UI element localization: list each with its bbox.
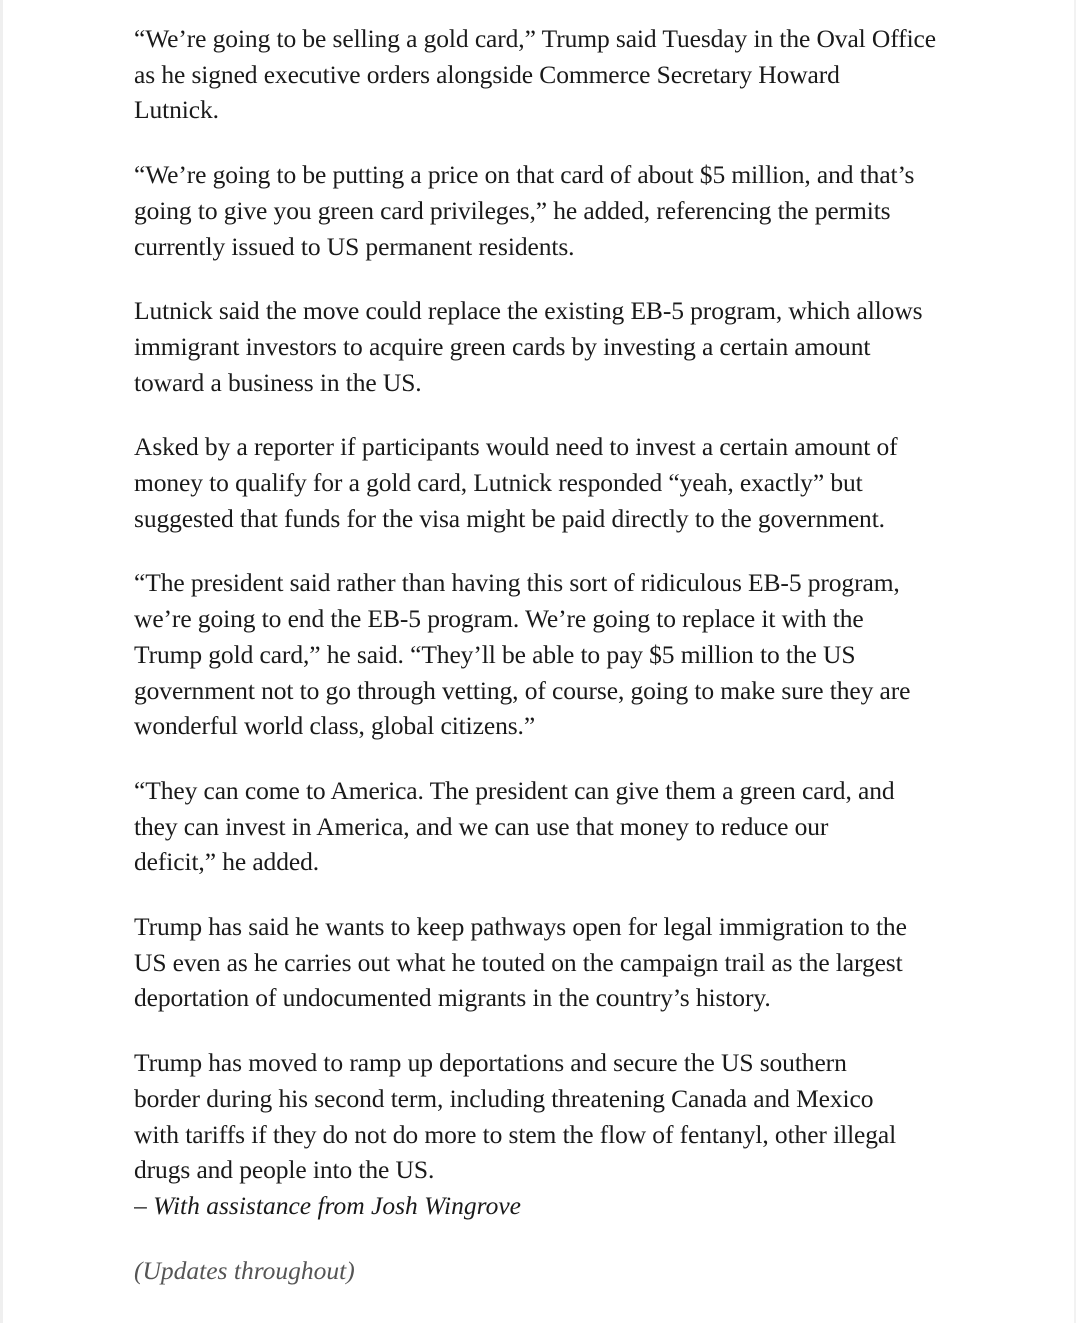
paragraph-line: “The president said rather than having this sort of ridiculous EB-5 program, [134,568,900,598]
paragraph-line: Trump gold card,” he said. “They’ll be able to pay $5 million to the US [134,639,856,669]
paragraph-line: toward a business in the US. [134,367,422,397]
paragraph-line: money to qualify for a gold card, Lutnick responded “yeah, exactly” but [134,468,863,498]
paragraph-line: Asked by a reporter if participants would need to invest a certain amount of [134,432,898,462]
paragraph-line: wonderful world class, global citizens.” [134,711,536,741]
paragraph-line: US even as he carries out what he touted on the campaign trail as the largest [134,947,903,977]
paragraph-line: Trump has said he wants to keep pathways open for legal immigration to the [134,912,907,942]
article-paragraph [134,1045,953,1188]
paragraph-line: Trump has moved to ramp up deportations and secure the US southern [134,1048,847,1078]
article-paragraph [134,21,953,128]
paragraph-line: Lutnick. [134,95,219,125]
paragraph-line: border during his second term, including threatening Canada and Mexico [134,1083,874,1113]
article-paragraph [134,429,953,536]
article-paragraph [134,565,953,744]
article-paragraph [134,157,953,264]
paragraph-line: deficit,” he added. [134,847,320,877]
contributor-attribution: – With assistance from Josh Wingrove [134,1190,521,1220]
paragraph-line: as he signed executive orders alongside Commerce Secretary Howard [134,59,840,89]
paragraph-line: we’re going to end the EB-5 program. We’re going to replace it with the [134,604,864,634]
paragraph-line: “We’re going to be selling a gold card,” Trump said Tuesday in the Oval Office [134,24,936,53]
paragraph-line: going to give you green card privileges,” he added, referencing the permits [134,195,891,225]
paragraph-line: Lutnick said the move could replace the existing EB-5 program, which allows [134,296,923,326]
article-body [134,21,953,1288]
paragraph-line: immigrant investors to acquire green cards by investing a certain amount [134,331,871,361]
paragraph-line: “We’re going to be putting a price on that card of about $5 million, and that’s [134,160,915,190]
paragraph-line: deportation of undocumented migrants in the country’s history. [134,983,771,1013]
article-paragraph [134,909,953,1016]
updates-note: (Updates throughout) [134,1255,355,1285]
right-frame-border [1074,0,1076,1323]
paragraph-line: drugs and people into the US. [134,1155,435,1185]
paragraph-line: suggested that funds for the visa might be paid directly to the government. [134,503,885,533]
paragraph-line: with tariffs if they do not do more to stem the flow of fentanyl, other illegal [134,1119,897,1149]
article-paragraph [134,293,953,400]
paragraph-line: government not to go through vetting, of course, going to make sure they are [134,675,911,705]
paragraph-line: “They can come to America. The president can give them a green card, and [134,775,895,805]
left-frame-border [0,0,3,1323]
paragraph-line: currently issued to US permanent residents. [134,231,575,261]
paragraph-line: they can invest in America, and we can use that money to reduce our [134,811,829,841]
article-paragraph [134,773,953,880]
